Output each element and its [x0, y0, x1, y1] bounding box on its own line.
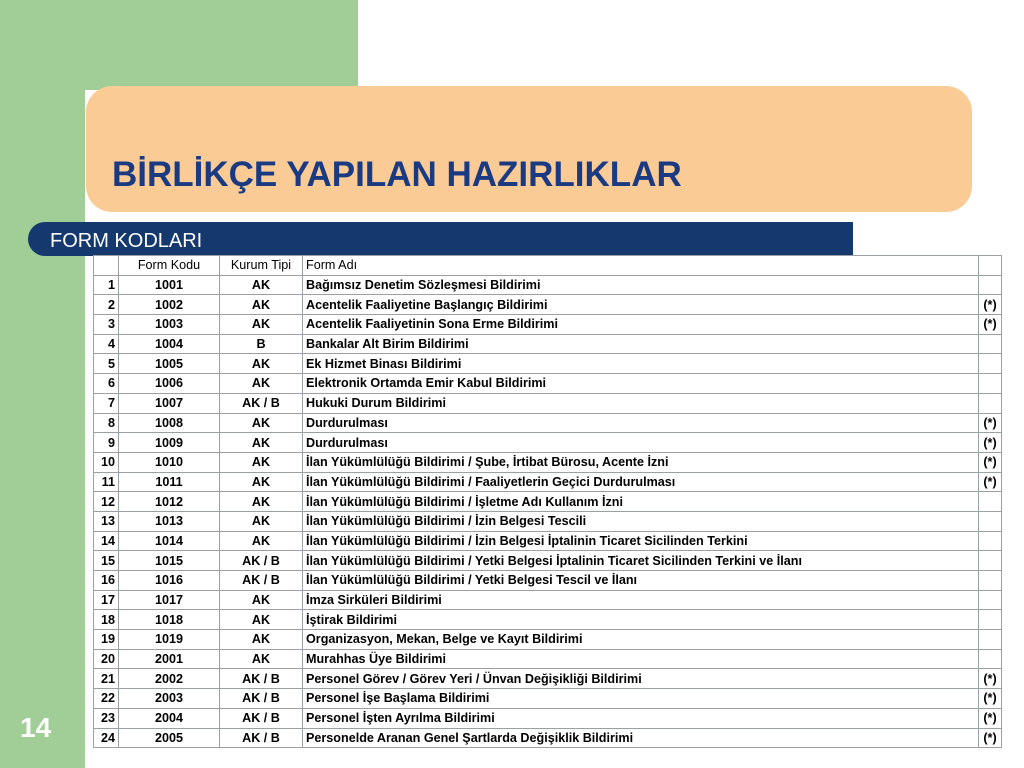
- note-mark: [979, 374, 1002, 394]
- institution-type: AK: [220, 413, 303, 433]
- form-name: Personelde Aranan Genel Şartlarda Değişiklik Bildirimi: [303, 728, 979, 748]
- table-row: [94, 354, 1002, 374]
- table-row: [94, 571, 1002, 591]
- note-mark: (*): [979, 452, 1002, 472]
- row-number: 14: [94, 531, 119, 551]
- form-name: Bankalar Alt Birim Bildirimi: [303, 334, 979, 354]
- form-code: 2004: [119, 708, 220, 728]
- row-number: 3: [94, 315, 119, 335]
- form-code: 1015: [119, 551, 220, 571]
- row-number: 21: [94, 669, 119, 689]
- table-row: [94, 610, 1002, 630]
- table-row: [94, 393, 1002, 413]
- institution-type: AK: [220, 511, 303, 531]
- note-mark: [979, 511, 1002, 531]
- form-code: 1010: [119, 452, 220, 472]
- table-row: [94, 669, 1002, 689]
- form-name: Hukuki Durum Bildirimi: [303, 393, 979, 413]
- table-row: [94, 433, 1002, 453]
- note-mark: [979, 531, 1002, 551]
- row-number: 18: [94, 610, 119, 630]
- note-mark: [979, 590, 1002, 610]
- row-number: 9: [94, 433, 119, 453]
- row-number: 15: [94, 551, 119, 571]
- form-name: İmza Sirküleri Bildirimi: [303, 590, 979, 610]
- institution-type: AK / B: [220, 393, 303, 413]
- subtitle-bar: [28, 222, 853, 256]
- header-no: [94, 256, 119, 276]
- table-row: [94, 649, 1002, 669]
- institution-type: AK: [220, 354, 303, 374]
- table-row: [94, 492, 1002, 512]
- form-codes-table: [93, 255, 1002, 748]
- form-code: 1016: [119, 571, 220, 591]
- note-mark: [979, 571, 1002, 591]
- row-number: 22: [94, 689, 119, 709]
- institution-type: AK: [220, 433, 303, 453]
- institution-type: AK / B: [220, 571, 303, 591]
- table-row: [94, 374, 1002, 394]
- row-number: 17: [94, 590, 119, 610]
- top-accent-block: [85, 0, 358, 90]
- note-mark: (*): [979, 295, 1002, 315]
- note-mark: [979, 630, 1002, 650]
- table-row: [94, 590, 1002, 610]
- institution-type: AK: [220, 452, 303, 472]
- institution-type: AK: [220, 531, 303, 551]
- institution-type: AK / B: [220, 708, 303, 728]
- form-name: Bağımsız Denetim Sözleşmesi Bildirimi: [303, 275, 979, 295]
- note-mark: (*): [979, 728, 1002, 748]
- institution-type: AK: [220, 374, 303, 394]
- form-name: Personel Görev / Görev Yeri / Ünvan Değişikliği Bildirimi: [303, 669, 979, 689]
- row-number: 2: [94, 295, 119, 315]
- subtitle-text: FORM KODLARI: [50, 230, 203, 252]
- table-row: [94, 551, 1002, 571]
- institution-type: AK / B: [220, 689, 303, 709]
- form-code: 1005: [119, 354, 220, 374]
- form-code: 1019: [119, 630, 220, 650]
- note-mark: (*): [979, 669, 1002, 689]
- note-mark: (*): [979, 708, 1002, 728]
- form-name: İlan Yükümlülüğü Bildirimi / Yetki Belgesi İptalinin Ticaret Sicilinden Terkini ve İlanı: [303, 551, 979, 571]
- page-number: 14: [20, 712, 52, 743]
- form-code: 1011: [119, 472, 220, 492]
- form-name: Organizasyon, Mekan, Belge ve Kayıt Bildirimi: [303, 630, 979, 650]
- header-note: [979, 256, 1002, 276]
- header-institution-type: Kurum Tipi: [220, 256, 303, 276]
- institution-type: AK: [220, 492, 303, 512]
- institution-type: AK / B: [220, 728, 303, 748]
- form-name: Personel İşten Ayrılma Bildirimi: [303, 708, 979, 728]
- form-code: 1012: [119, 492, 220, 512]
- form-name: Durdurulması: [303, 413, 979, 433]
- row-number: 23: [94, 708, 119, 728]
- form-code: 1008: [119, 413, 220, 433]
- note-mark: [979, 551, 1002, 571]
- institution-type: AK: [220, 630, 303, 650]
- row-number: 10: [94, 452, 119, 472]
- row-number: 5: [94, 354, 119, 374]
- form-code: 1006: [119, 374, 220, 394]
- note-mark: [979, 492, 1002, 512]
- form-code: 2001: [119, 649, 220, 669]
- form-code: 1007: [119, 393, 220, 413]
- form-name: Elektronik Ortamda Emir Kabul Bildirimi: [303, 374, 979, 394]
- institution-type: AK: [220, 610, 303, 630]
- form-code: 1004: [119, 334, 220, 354]
- form-name: İlan Yükümlülüğü Bildirimi / İşletme Adı Kullanım İzni: [303, 492, 979, 512]
- table-row: [94, 728, 1002, 748]
- table-row: [94, 630, 1002, 650]
- table-row: [94, 511, 1002, 531]
- table-row: [94, 295, 1002, 315]
- form-code: 2003: [119, 689, 220, 709]
- form-code: 1009: [119, 433, 220, 453]
- form-name: Personel İşe Başlama Bildirimi: [303, 689, 979, 709]
- form-name: Ek Hizmet Binası Bildirimi: [303, 354, 979, 374]
- note-mark: (*): [979, 315, 1002, 335]
- table-row: [94, 334, 1002, 354]
- note-mark: (*): [979, 413, 1002, 433]
- form-code: 1002: [119, 295, 220, 315]
- institution-type: B: [220, 334, 303, 354]
- row-number: 13: [94, 511, 119, 531]
- form-code: 1013: [119, 511, 220, 531]
- table-row: [94, 413, 1002, 433]
- row-number: 11: [94, 472, 119, 492]
- note-mark: [979, 649, 1002, 669]
- form-name: İlan Yükümlülüğü Bildirimi / İzin Belgesi İptalinin Ticaret Sicilinden Terkini: [303, 531, 979, 551]
- form-code: 1017: [119, 590, 220, 610]
- table-row: [94, 531, 1002, 551]
- header-form-name: Form Adı: [303, 256, 979, 276]
- form-name: İlan Yükümlülüğü Bildirimi / Faaliyetlerin Geçici Durdurulması: [303, 472, 979, 492]
- row-number: 16: [94, 571, 119, 591]
- row-number: 1: [94, 275, 119, 295]
- institution-type: AK / B: [220, 669, 303, 689]
- row-number: 12: [94, 492, 119, 512]
- note-mark: [979, 354, 1002, 374]
- table-row: [94, 708, 1002, 728]
- form-code: 2002: [119, 669, 220, 689]
- row-number: 19: [94, 630, 119, 650]
- form-name: Acentelik Faaliyetinin Sona Erme Bildirimi: [303, 315, 979, 335]
- table-body: [94, 275, 1002, 748]
- row-number: 20: [94, 649, 119, 669]
- table-row: [94, 472, 1002, 492]
- table-row: [94, 689, 1002, 709]
- form-name: İlan Yükümlülüğü Bildirimi / İzin Belgesi Tescili: [303, 511, 979, 531]
- row-number: 6: [94, 374, 119, 394]
- left-accent-bar: [0, 0, 85, 768]
- note-mark: [979, 334, 1002, 354]
- institution-type: AK: [220, 315, 303, 335]
- row-number: 7: [94, 393, 119, 413]
- row-number: 24: [94, 728, 119, 748]
- institution-type: AK: [220, 590, 303, 610]
- form-code: 1003: [119, 315, 220, 335]
- header-form-code: Form Kodu: [119, 256, 220, 276]
- note-mark: (*): [979, 433, 1002, 453]
- note-mark: [979, 610, 1002, 630]
- form-name: Durdurulması: [303, 433, 979, 453]
- note-mark: [979, 275, 1002, 295]
- institution-type: AK / B: [220, 551, 303, 571]
- note-mark: (*): [979, 472, 1002, 492]
- institution-type: AK: [220, 275, 303, 295]
- row-number: 8: [94, 413, 119, 433]
- form-code: 2005: [119, 728, 220, 748]
- table-row: [94, 452, 1002, 472]
- institution-type: AK: [220, 472, 303, 492]
- form-code: 1014: [119, 531, 220, 551]
- slide-title: BİRLİKÇE YAPILAN HAZIRLIKLAR: [112, 155, 682, 194]
- row-number: 4: [94, 334, 119, 354]
- note-mark: (*): [979, 689, 1002, 709]
- institution-type: AK: [220, 295, 303, 315]
- table-row: [94, 315, 1002, 335]
- table-row: [94, 275, 1002, 295]
- form-name: İlan Yükümlülüğü Bildirimi / Yetki Belgesi Tescil ve İlanı: [303, 571, 979, 591]
- form-name: Acentelik Faaliyetine Başlangıç Bildirimi: [303, 295, 979, 315]
- note-mark: [979, 393, 1002, 413]
- form-code: 1018: [119, 610, 220, 630]
- form-code: 1001: [119, 275, 220, 295]
- form-name: İştirak Bildirimi: [303, 610, 979, 630]
- table-header-row: [94, 256, 1002, 276]
- form-name: Murahhas Üye Bildirimi: [303, 649, 979, 669]
- form-name: İlan Yükümlülüğü Bildirimi / Şube, İrtibat Bürosu, Acente İzni: [303, 452, 979, 472]
- institution-type: AK: [220, 649, 303, 669]
